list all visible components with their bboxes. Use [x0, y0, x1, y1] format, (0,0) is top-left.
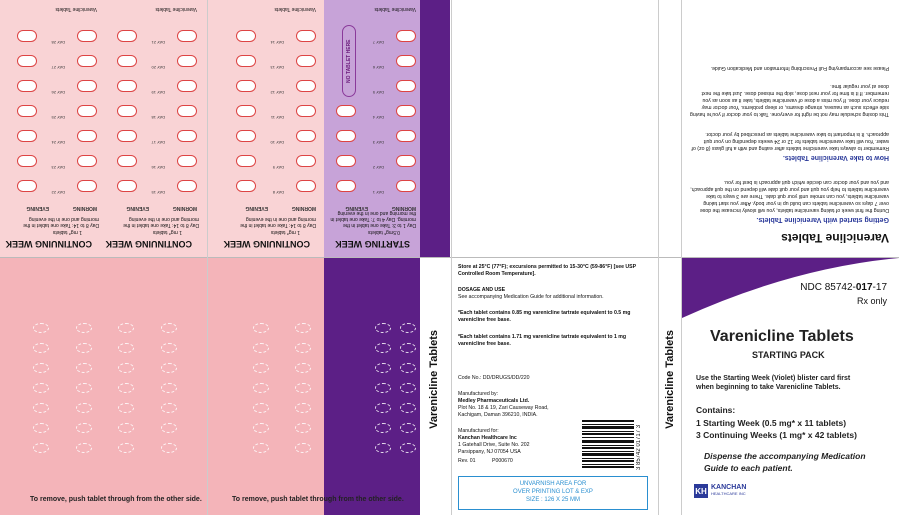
tablet-outline-icon [253, 343, 269, 353]
day-label: DAY 20 [151, 65, 165, 70]
tablet-outline-icon [118, 383, 134, 393]
blister-cell [63, 398, 106, 418]
blister-cell [148, 338, 191, 358]
blister-cell [282, 358, 324, 378]
day-label: DAY 15 [151, 190, 165, 195]
tablet-outline-icon [295, 383, 311, 393]
card-product-label-2: Varenicline Tablets [55, 6, 97, 12]
info-paragraph-2: Remember to always take varenicline tablets after eating and with a full glass (8 oz) of water. You will take varenicline tablets for 12 or 24 weeks depending on your quit approach. It is important to take varenicline tablets as prescribed by your doctor. [691, 131, 889, 151]
tablet-outline-icon [161, 323, 177, 333]
blister-cell [395, 378, 420, 398]
instruction-text-2: Day 8 to 14: Take one tablet in the morning and one in the evening [23, 216, 99, 228]
continuing-week-title-3: CONTINUING WEEK [223, 239, 310, 249]
tablet-outline-icon [76, 403, 92, 413]
blister-cell [370, 318, 395, 338]
info-paragraph-4: Please see accompanying Full Prescribing Information and Medication Guide. [710, 65, 889, 71]
blister-cell [148, 418, 191, 438]
blister-cell [395, 438, 420, 458]
tablet-outline-icon [76, 423, 92, 433]
day-label: DAY 19 [151, 90, 165, 95]
continuing-week-title-2: CONTINUING WEEK [5, 239, 92, 249]
tablet-outline-icon [118, 323, 134, 333]
tablet-outline-icon [161, 343, 177, 353]
tablet-outline-icon [295, 363, 311, 373]
day-label: DAY 13 [270, 65, 284, 70]
evening-header-4: EVENING [245, 205, 268, 211]
blister-cell [282, 318, 324, 338]
unvarnish-line-2: OVER PRINTING LOT & EXP [513, 489, 593, 495]
day-label: DAY 23 [51, 165, 65, 170]
tablet-outline-icon [253, 363, 269, 373]
blister-cell [148, 398, 191, 418]
mfd-addr-2: Kachigam, Daman 396210, INDIA. [458, 412, 538, 418]
blister-cell [370, 438, 395, 458]
blister-cell [395, 418, 420, 438]
front-main-panel [682, 258, 899, 515]
blister-cell [370, 378, 395, 398]
mfd-by-label: Manufactured by: [458, 391, 499, 397]
instruction-text: Day 8 to 14: Take one tablet in the morning and one in the evening [123, 216, 199, 228]
tablet-outline-icon [33, 383, 49, 393]
each-tablet-1: *Each tablet contains 0.85 mg varenicline tartrate equivalent to 0.5 mg varenicline free base. [458, 310, 631, 323]
tablet-outline-icon [375, 443, 391, 453]
code-number: Code No.: DD/DRUGS/DD/220 [458, 375, 530, 381]
rx-only: Rx only [856, 296, 887, 306]
blister-cell [20, 378, 63, 398]
pack-type: STARTING PACK [752, 350, 825, 360]
blister-cell [20, 338, 63, 358]
dose-starting: 0.5mg* tablets [368, 229, 400, 235]
for-name: Kanchan Healthcare Inc [458, 435, 517, 441]
blister-cell [282, 418, 324, 438]
card-product-label-3: Varenicline Tablets [374, 6, 416, 12]
tablet-outline-icon [118, 423, 134, 433]
tablet-outline-icon [161, 423, 177, 433]
instruction-starting: Day 1 to 3: Take one tablet in the morning. Day 4 to 7: Take one tablet in the morning and one in the evening [330, 210, 416, 228]
blister-cell [240, 418, 282, 438]
dosage-text: See accompanying Medication Guide for additional information. [458, 294, 604, 300]
blister-cell [148, 318, 191, 338]
info-heading-1: Getting started with Varenicline Tablets. [756, 216, 889, 223]
tablet-outline-icon [76, 383, 92, 393]
blister-grid-3 [370, 318, 420, 458]
day-label: DAY 5 [372, 90, 384, 95]
day-label: DAY 12 [270, 90, 284, 95]
dose-continuing-3: 1 mg* tablets [270, 229, 300, 235]
blister-cell [240, 438, 282, 458]
tablet-outline-icon [33, 363, 49, 373]
regulatory-panel [452, 258, 658, 515]
tablet-outline-icon [400, 343, 416, 353]
info-paragraph-1: During the first week of taking varenicline tablets, you will slowly increase the dose over 7 days so varenicline tablets can build up in your body. After you start taking varenicline tablets, you can smoke until your quit date. There are 3 ways to take varenicline tablets to help you quit and your quit date will depend on the quit approach, and you and your doctor can decide which quit approach is best for you. [690, 179, 889, 213]
barcode-bars-icon [582, 418, 634, 470]
blister-cell [395, 358, 420, 378]
evening-header-3: EVENING [345, 205, 368, 211]
for-addr-1: 1 Gatehall Drive, Suite No. 202 [458, 442, 530, 448]
tablet-outline-icon [118, 343, 134, 353]
tablet-outline-icon [33, 323, 49, 333]
blister-cell [148, 358, 191, 378]
tablet-outline-icon [295, 403, 311, 413]
tablet-outline-icon [400, 423, 416, 433]
tablet-outline-icon [253, 383, 269, 393]
tablet-outline-icon [400, 323, 416, 333]
blister-cell [105, 358, 148, 378]
tablet-outline-icon [76, 323, 92, 333]
blister-cell [240, 398, 282, 418]
day-label: DAY 2 [372, 165, 384, 170]
product-name: Varenicline Tablets [710, 328, 854, 345]
blister-cell [282, 398, 324, 418]
unvarnish-line-1: UNVARNISH AREA FOR [519, 481, 587, 487]
blister-cell [395, 318, 420, 338]
day-label: DAY 8 [272, 190, 284, 195]
no-tablet-here-label [342, 25, 356, 97]
mfd-name: Medley Pharmaceuticals Ltd. [458, 398, 530, 404]
kanchan-logo [694, 484, 746, 498]
blister-cell [148, 438, 191, 458]
contains-line-1: 1 Starting Week (0.5 mg* x 11 tablets) [696, 418, 847, 428]
barcode [582, 418, 648, 470]
barcode-digits: 3 85742 01717 3 [636, 424, 642, 470]
use-instruction-2: when beginning to take Varenicline Tablets. [696, 384, 841, 391]
tablet-outline-icon [118, 403, 134, 413]
tablet-outline-icon [33, 403, 49, 413]
blister-cell [282, 438, 324, 458]
day-label: DAY 18 [151, 115, 165, 120]
info-panel [682, 0, 899, 257]
day-label: DAY 28 [51, 40, 65, 45]
kanchan-logo-name: KANCHAN [711, 484, 747, 491]
contains-heading: Contains: [696, 405, 736, 415]
contains-line-2: 3 Continuing Weeks (1 mg* x 42 tablets) [696, 430, 857, 440]
dosage-heading: DOSAGE AND USE [458, 287, 506, 293]
tablet-outline-icon [400, 383, 416, 393]
day-label: DAY 11 [270, 115, 284, 120]
revision: Rev. 01 [458, 458, 476, 464]
blister-cell [105, 438, 148, 458]
card-product-label: Varenicline Tablets [155, 6, 197, 12]
blister-cell [20, 358, 63, 378]
blister-cell [63, 318, 106, 338]
day-labels-col2 [51, 20, 65, 195]
blister-cell [240, 358, 282, 378]
day-labels-col1 [151, 20, 165, 195]
tablet-outline-icon [375, 343, 391, 353]
for-addr-2: Parsippany, NJ 07054 USA [458, 449, 521, 455]
blister-cell [63, 418, 106, 438]
blister-cell [370, 338, 395, 358]
day-label: DAY 9 [272, 165, 284, 170]
day-label: DAY 17 [151, 140, 165, 145]
use-instruction-1: Use the Starting Week (Violet) blister card first [696, 375, 851, 382]
blister-cell [20, 418, 63, 438]
day-label: DAY 14 [270, 40, 284, 45]
mfd-for-label: Manufactured for: [458, 428, 499, 434]
morning-header-2: MORNING [72, 205, 97, 211]
tablet-outline-icon [400, 363, 416, 373]
ndc-number: NDC 85742-017-17 [800, 282, 887, 293]
tablet-outline-icon [375, 363, 391, 373]
morning-header-4: MORNING [291, 205, 316, 211]
day-label: DAY 25 [51, 115, 65, 120]
tablet-outline-icon [375, 423, 391, 433]
push-instruction-2: To remove, push tablet through from the other side. [232, 496, 404, 503]
tablet-outline-icon [375, 383, 391, 393]
day-label: DAY 1 [372, 190, 384, 195]
tablet-outline-icon [295, 423, 311, 433]
blister-cell [63, 438, 106, 458]
revision-code: P000670 [492, 458, 513, 464]
tablet-outline-icon [375, 403, 391, 413]
blister-cell [105, 398, 148, 418]
blister-cell [105, 418, 148, 438]
day-label: DAY 27 [51, 65, 65, 70]
dose-text-2: 1 mg* tablets [52, 229, 82, 235]
blister-cell [395, 338, 420, 358]
tablet-outline-icon [295, 343, 311, 353]
day-label: DAY 6 [372, 65, 384, 70]
day-label: DAY 3 [372, 140, 384, 145]
info-title: Varenicline Tablets [781, 231, 889, 245]
day-label: DAY 24 [51, 140, 65, 145]
tablet-outline-icon [161, 383, 177, 393]
info-heading-2: How to take Varenicline Tablets. [782, 154, 889, 161]
tablet-outline-icon [161, 403, 177, 413]
day-labels-col4 [270, 20, 284, 195]
blister-cell [282, 338, 324, 358]
day-label: DAY 22 [51, 190, 65, 195]
blister-cell [20, 398, 63, 418]
no-tablet-here-text: NO TABLET HERE [346, 39, 352, 83]
day-labels-start [370, 20, 384, 195]
instruction-continuing-3: Day 8 to 14: Take one tablet in the morning and one in the evening [240, 216, 316, 228]
tablet-outline-icon [400, 443, 416, 453]
evening-header-2: EVENING [26, 205, 49, 211]
back-2-content [208, 0, 450, 257]
tablet-outline-icon [33, 343, 49, 353]
day-label: DAY 26 [51, 90, 65, 95]
day-label: DAY 16 [151, 165, 165, 170]
blister-grid-1 [20, 318, 190, 458]
push-instruction-1: To remove, push tablet through from the other side. [30, 496, 202, 503]
continuing-week-back-1-content [0, 0, 207, 257]
blister-cell [63, 358, 106, 378]
spine-product-name: Varenicline Tablets [428, 330, 440, 429]
day-label: DAY 10 [270, 140, 284, 145]
tablet-outline-icon [118, 363, 134, 373]
card-product-label-4: Varenicline Tablets [274, 6, 316, 12]
tablet-outline-icon [375, 323, 391, 333]
blister-cell [240, 338, 282, 358]
blister-cell [240, 378, 282, 398]
tablet-outline-icon [400, 403, 416, 413]
dose-text: 1 mg* tablets [152, 229, 182, 235]
morning-header-3: MORNING [391, 205, 416, 211]
blister-cell [370, 358, 395, 378]
tablet-outline-icon [161, 363, 177, 373]
tablet-outline-icon [76, 363, 92, 373]
dispense-line-2: Guide to each patient. [704, 463, 793, 473]
evening-header: EVENING [126, 205, 149, 211]
blister-cell [370, 398, 395, 418]
blister-cell [148, 378, 191, 398]
morning-header: MORNING [172, 205, 197, 211]
starting-week-title: STARTING WEEK [335, 239, 410, 249]
continuing-week-title: CONTINUING WEEK [105, 239, 192, 249]
tablet-outline-icon [118, 443, 134, 453]
spine-product-name-2: Varenicline Tablets [664, 330, 676, 429]
unvarnish-area [458, 476, 648, 510]
tablet-outline-icon [33, 443, 49, 453]
tablet-outline-icon [76, 443, 92, 453]
tablet-outline-icon [253, 323, 269, 333]
tablet-outline-icon [76, 343, 92, 353]
kanchan-logo-icon: KH [694, 484, 708, 498]
dispense-line-1: Dispense the accompanying Medication [704, 451, 866, 461]
blister-cell [282, 378, 324, 398]
blister-cell [240, 318, 282, 338]
mfd-addr-1: Plot No. 18 & 19, Zari Causeway Road, [458, 405, 549, 411]
info-paragraph-3: This dosing schedule may not be right for everyone. Talk to your doctor if you're having side effects such as nausea, strange dreams, or sleep problems. Your doctor may reduce your dose. If you miss a dose of varenicline tablets, take it as soon as you remember. If it is time for your next dose, skip the missed dose. Just take the next dose at your regular time. [690, 83, 889, 117]
day-label: DAY 21 [151, 40, 165, 45]
day-label: DAY 4 [372, 115, 384, 120]
blister-cell [20, 318, 63, 338]
tablet-outline-icon [253, 423, 269, 433]
day-label: DAY 7 [372, 40, 384, 45]
blister-cell [20, 438, 63, 458]
storage-text: Store at 25°C (77°F); excursions permitted to 15-30°C (59-86°F) [see USP Controlled Room Temperature]. [458, 264, 637, 277]
blister-cell [105, 378, 148, 398]
blister-cell [395, 398, 420, 418]
blister-cell [63, 378, 106, 398]
blister-cell [105, 318, 148, 338]
blank-back-panel [452, 0, 657, 257]
unvarnish-line-3: SIZE : 126 X 25 MM [525, 497, 581, 503]
blister-cell [370, 418, 395, 438]
kanchan-logo-sub: HEALTHCARE INC [711, 491, 746, 496]
tablet-outline-icon [33, 423, 49, 433]
each-tablet-2: *Each tablet contains 1.71 mg varenicline tartrate equivalent to 1 mg varenicline free base. [458, 334, 627, 347]
tablet-outline-icon [253, 443, 269, 453]
tablet-outline-icon [161, 443, 177, 453]
tablet-outline-icon [253, 403, 269, 413]
tablet-outline-icon [295, 443, 311, 453]
tablet-outline-icon [295, 323, 311, 333]
blister-grid-2 [240, 318, 324, 458]
blister-cell [63, 338, 106, 358]
blister-cell [105, 338, 148, 358]
